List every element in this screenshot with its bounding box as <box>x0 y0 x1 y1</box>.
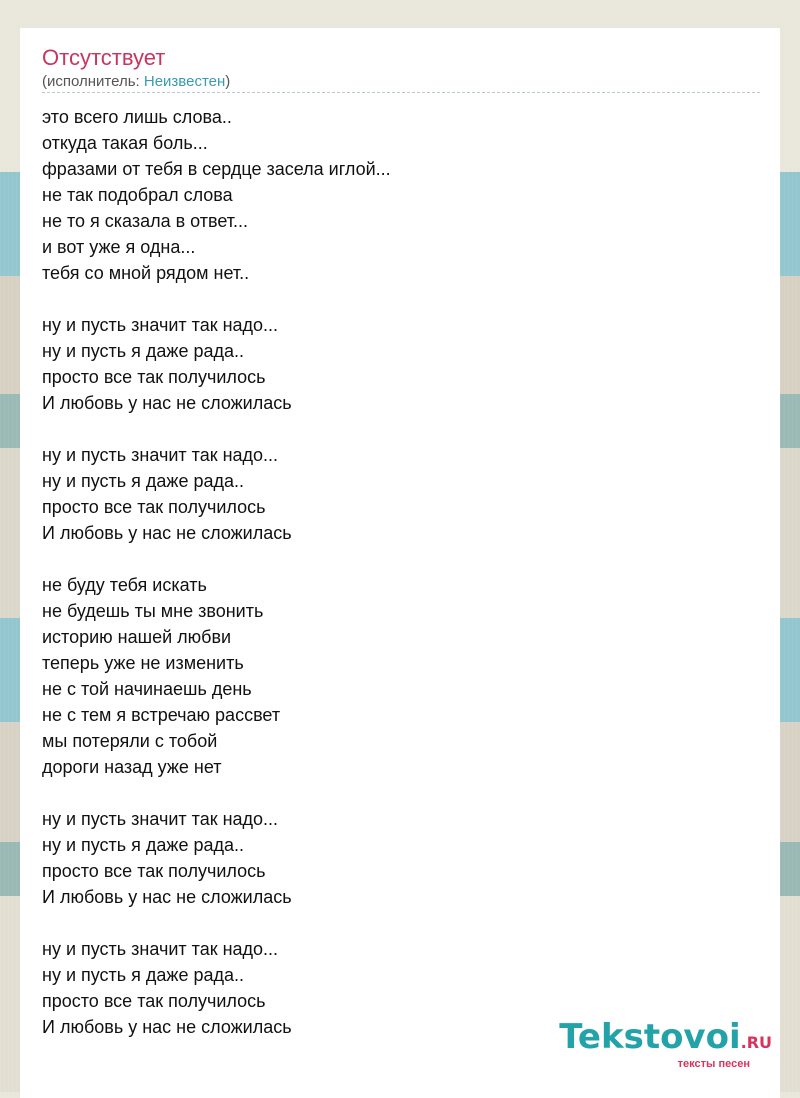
artist-prefix: (исполнитель: <box>42 73 144 90</box>
artist-suffix: ) <box>225 73 231 90</box>
song-title: Отсутствует <box>42 45 166 70</box>
logo-wordmark <box>559 1017 772 1060</box>
logo-tagline: тексты песен <box>677 1058 750 1070</box>
site-logo[interactable] <box>559 1017 772 1070</box>
logo-tld: .RU <box>740 1033 772 1052</box>
logo-main-text: Tekstovoi <box>559 1017 741 1057</box>
lyrics-text: это всего лишь слова.. откуда такая боль... фразами от тебя в сердце засела иглой... не так подобрал слова не то я сказала в ответ... и вот уже я одна... тебя со мной рядом нет.. ну и пусть значит так надо... ну и пусть я даже рада.. просто все так получилось И любовь у нас не сложилась ну и пусть значит так надо... ну и пусть я даже рада.. просто все так получилось И любовь у нас не сложилась не буду тебя искать не будешь ты мне звонить историю нашей любви теперь уже не изменить не с той начинаешь день не с тем я встречаю рассвет мы потеряли с тобой дороги назад уже нет ну и пусть значит так надо... ну и пусть я даже рада.. просто все так получилось И любовь у нас не сложилась ну и пусть значит так надо... ну и пусть я даже рада.. просто все так получилось И любовь у нас не сложилась <box>42 107 391 1037</box>
artist-link[interactable]: Неизвестен <box>143 73 226 90</box>
artist-line <box>42 73 230 91</box>
dashed-divider <box>42 92 760 93</box>
lyrics-card <box>20 28 780 1098</box>
